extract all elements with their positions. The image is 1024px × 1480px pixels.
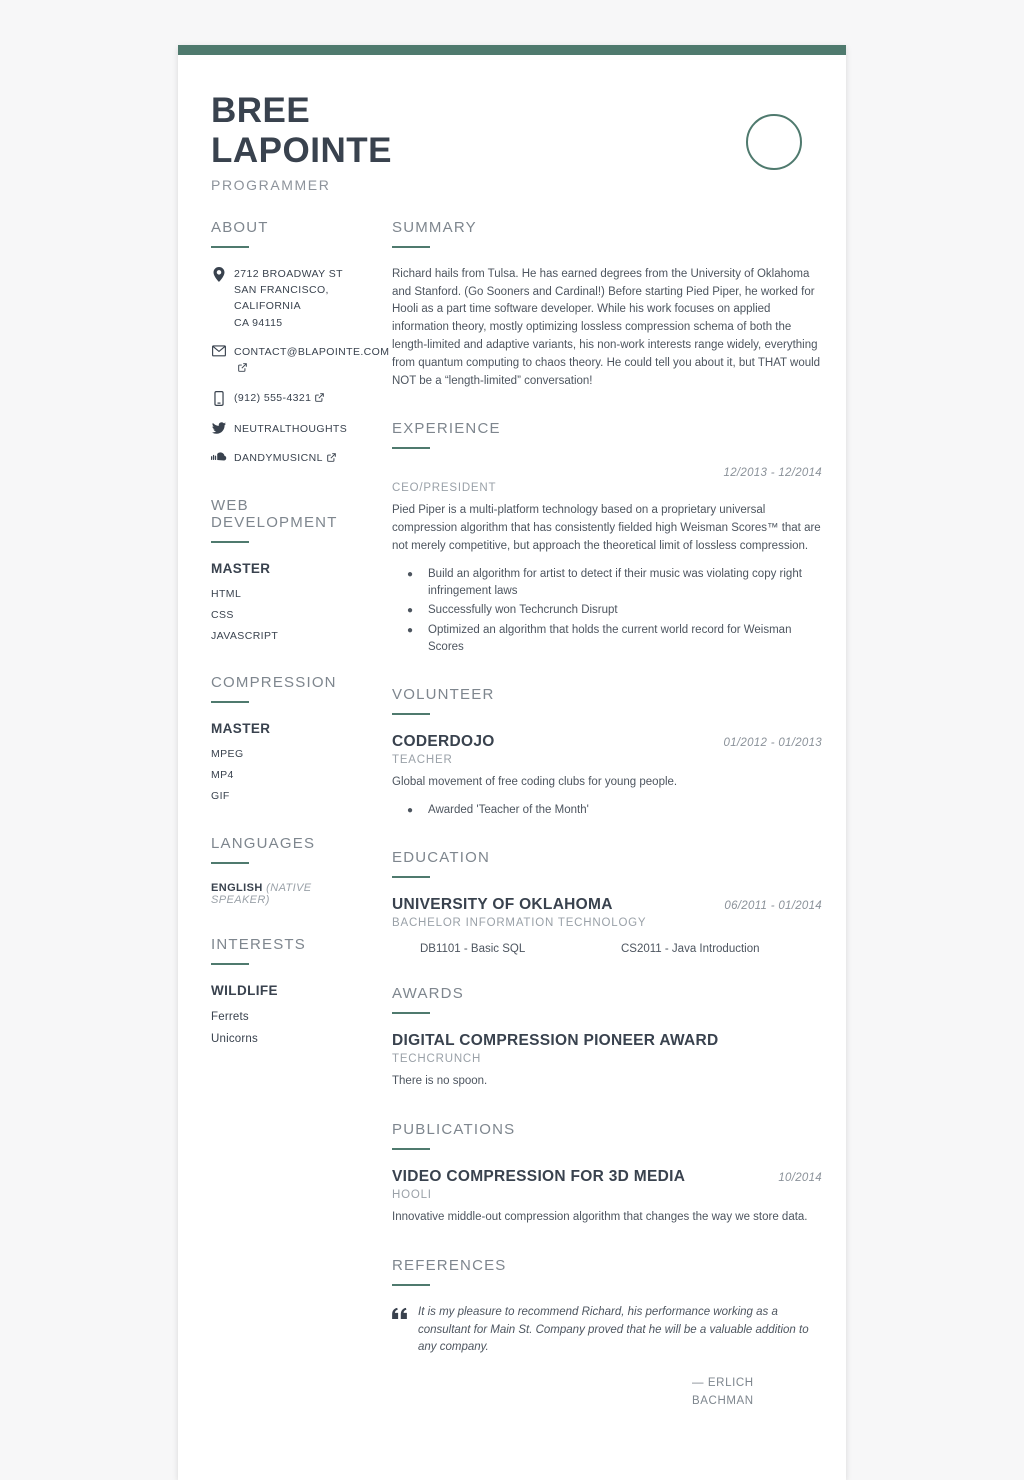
publication-date: 10/2014 xyxy=(778,1172,822,1185)
languages-section xyxy=(211,835,371,906)
phone-text[interactable]: (912) 555-4321 xyxy=(234,390,324,407)
soundcloud-icon xyxy=(211,450,227,461)
skill-item: HTML xyxy=(211,588,242,601)
course-item: DB1101 - Basic SQL xyxy=(420,943,526,956)
experience-description: Pied Piper is a multi-platform technology based on a proprietary universal compression algorithm that has consistently fielded high Weisman Scores™ that are not merely competitive, but approach the theoretical limit of lossless compression. xyxy=(392,504,821,553)
skill-level: MASTER xyxy=(211,721,271,737)
award-issuer: TECHCRUNCH xyxy=(392,1053,482,1066)
section-underline xyxy=(211,963,249,965)
skill-level: MASTER xyxy=(211,561,271,577)
course-item: CS2011 - Java Introduction xyxy=(621,943,760,956)
course-list xyxy=(392,943,822,955)
entry-head xyxy=(392,1168,822,1186)
bullet-dot: ● xyxy=(406,568,414,580)
experience-role: CEO/PRESIDENT xyxy=(392,482,497,495)
awards-heading: AWARDS xyxy=(392,985,464,1003)
address-text xyxy=(234,266,371,331)
language-name: ENGLISH xyxy=(211,881,263,894)
interest-category: WILDLIFE xyxy=(211,982,278,998)
volunteer-role: TEACHER xyxy=(392,754,453,767)
external-link-icon xyxy=(327,451,336,467)
education-date: 06/2011 - 01/2014 xyxy=(724,900,822,913)
education-heading: EDUCATION xyxy=(392,849,491,867)
volunteer-heading: VOLUNTEER xyxy=(392,686,495,704)
resume-content xyxy=(178,55,846,1480)
two-column-layout xyxy=(211,219,822,1440)
section-underline xyxy=(211,862,249,864)
summary-heading: SUMMARY xyxy=(392,218,477,236)
bullet-dot: ● xyxy=(406,804,414,816)
publication-entry xyxy=(392,1168,822,1227)
reference-quote: It is my pleasure to recommend Richard, his performance working as a consultant for Main St. Company proved that he will be a valuable addition to any company. xyxy=(418,1305,809,1354)
interest-item: Unicorns xyxy=(211,1032,258,1045)
award-description: There is no spoon. xyxy=(392,1075,488,1088)
address-item xyxy=(211,266,371,331)
soundcloud-handle[interactable]: DANDYMUSICNL xyxy=(234,450,336,467)
section-underline xyxy=(211,541,249,543)
web-development-heading: WEB DEVELOPMENT xyxy=(211,497,338,532)
main-column xyxy=(392,219,822,1440)
entry-head xyxy=(392,467,822,479)
external-link-icon xyxy=(315,391,324,407)
interest-item: Ferrets xyxy=(211,1010,249,1023)
about-heading: ABOUT xyxy=(211,218,269,236)
section-underline xyxy=(392,876,430,878)
envelope-icon xyxy=(211,344,227,357)
bullet-dot: ● xyxy=(406,605,414,617)
publications-section xyxy=(392,1121,822,1227)
soundcloud-item[interactable] xyxy=(211,450,371,467)
education-section xyxy=(392,849,822,955)
section-underline xyxy=(392,1012,430,1014)
summary-section xyxy=(392,219,822,391)
skill-item: JAVASCRIPT xyxy=(211,629,279,642)
language-level: (NATIVE SPEAKER) xyxy=(211,881,312,906)
volunteer-date: 01/2012 - 01/2013 xyxy=(723,737,822,750)
twitter-handle: NEUTRALTHOUGHTS xyxy=(234,422,348,435)
external-link-icon xyxy=(238,361,247,377)
education-entry xyxy=(392,896,822,955)
section-underline xyxy=(392,1148,430,1150)
bullet-item: ● Optimized an algorithm that holds the current world record for Weisman Scores xyxy=(392,622,822,657)
references-heading: REFERENCES xyxy=(392,1256,507,1274)
publications-heading: PUBLICATIONS xyxy=(392,1121,516,1139)
bullet-dot: ● xyxy=(406,624,414,636)
volunteer-entry xyxy=(392,733,822,819)
skills-compression-section xyxy=(211,674,371,804)
publication-publisher: HOOLI xyxy=(392,1189,432,1202)
section-underline xyxy=(211,246,249,248)
address-line-3: CA 94115 xyxy=(234,316,283,329)
attribution-line-2: BACHMAN xyxy=(692,1394,754,1407)
interests-heading: INTERESTS xyxy=(211,935,306,953)
summary-text: Richard hails from Tulsa. He has earned degrees from the University of Oklahoma and Stanford. (Go Sooners and Cardinal!) Before starting Pied Piper, he worked for Hooli as a part time software developer. While his work focuses on applied information theory, mostly optimizing lossless compression schema of both the length-limited and adaptive variants, his non-work interests range widely, everything from quantum computing to chaos theory. He could tell you about it, but THAT would NOT be a “length-limited” conversation! xyxy=(392,267,821,387)
award-entry xyxy=(392,1032,822,1091)
mobile-phone-icon xyxy=(211,390,227,406)
volunteer-section xyxy=(392,686,822,819)
experience-section xyxy=(392,420,822,656)
bullet-item: ● Awarded 'Teacher of the Month' xyxy=(392,802,822,819)
languages-heading: LANGUAGES xyxy=(211,834,316,852)
skill-item: MP4 xyxy=(211,769,234,782)
experience-entry xyxy=(392,467,822,656)
experience-date: 12/2013 - 12/2014 xyxy=(723,467,822,480)
reference-attribution xyxy=(692,1375,784,1410)
email-text[interactable]: CONTACT@BLAPOINTE.COM xyxy=(234,344,389,378)
publication-description: Innovative middle-out compression algorithm that changes the way we store data. xyxy=(392,1211,808,1224)
first-name: BREE xyxy=(211,91,311,130)
job-title: PROGRAMMER xyxy=(211,176,331,193)
address-line-1: 2712 BROADWAY ST xyxy=(234,267,343,280)
section-underline xyxy=(392,246,430,248)
skill-item: GIF xyxy=(211,789,230,802)
volunteer-org: CODERDOJO xyxy=(392,733,495,751)
section-underline xyxy=(392,1284,430,1286)
location-pin-icon xyxy=(211,266,227,282)
address-line-2: SAN FRANCISCO, CALIFORNIA xyxy=(234,284,329,313)
awards-section xyxy=(392,985,822,1091)
quote-icon xyxy=(392,1304,418,1357)
language-item xyxy=(211,882,371,906)
volunteer-bullets xyxy=(392,802,822,819)
skill-item: MPEG xyxy=(211,748,244,761)
phone-item[interactable] xyxy=(211,390,371,407)
last-name: LAPOINTE xyxy=(211,130,392,170)
accent-top-bar xyxy=(178,45,846,55)
references-section xyxy=(392,1257,822,1410)
bullet-item: ● Successfully won Techcrunch Disrupt xyxy=(392,602,822,619)
sidebar-column xyxy=(211,218,390,1440)
section-underline xyxy=(392,713,430,715)
volunteer-description: Global movement of free coding clubs for young people. xyxy=(392,776,678,789)
experience-bullets xyxy=(392,566,822,656)
resume-header xyxy=(211,91,822,193)
publication-title: VIDEO COMPRESSION FOR 3D MEDIA xyxy=(392,1168,686,1186)
twitter-icon xyxy=(211,421,227,434)
award-title: DIGITAL COMPRESSION PIONEER AWARD xyxy=(392,1032,719,1050)
name-block xyxy=(211,91,392,193)
compression-heading: COMPRESSION xyxy=(211,674,337,692)
skills-web-development-section xyxy=(211,497,371,644)
skill-item: CSS xyxy=(211,608,234,621)
attribution-line-1: — ERLICH xyxy=(692,1377,754,1390)
bullet-item: ● Build an algorithm for artist to detect if their music was violating copy right infringement laws xyxy=(392,566,822,601)
entry-head xyxy=(392,733,822,751)
about-section xyxy=(211,218,390,467)
school-name: UNIVERSITY OF OKLAHOMA xyxy=(392,896,613,914)
section-underline xyxy=(392,447,430,449)
interests-section xyxy=(211,936,371,1049)
twitter-item xyxy=(211,421,371,437)
email-item[interactable] xyxy=(211,344,390,378)
reference-quote-row xyxy=(392,1304,822,1357)
degree-name: BACHELOR INFORMATION TECHNOLOGY xyxy=(392,917,647,930)
resume-document xyxy=(178,45,846,1480)
section-underline xyxy=(211,701,249,703)
experience-heading: EXPERIENCE xyxy=(392,420,501,438)
entry-head xyxy=(392,896,822,914)
avatar xyxy=(746,114,802,170)
